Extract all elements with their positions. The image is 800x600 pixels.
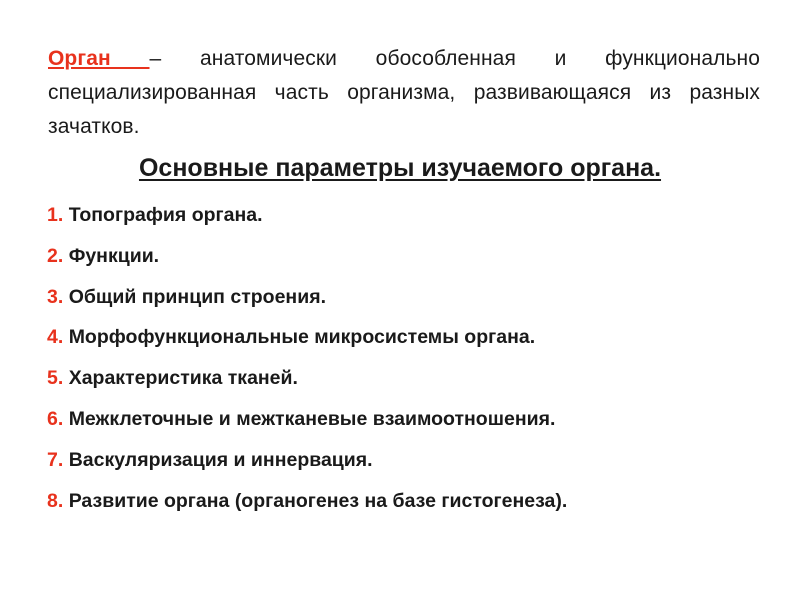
item-number: 4.	[47, 326, 69, 349]
item-number: 7.	[47, 448, 69, 471]
item-text: Общий принцип строения.	[68, 285, 326, 308]
list-item	[47, 399, 567, 440]
item-number: 2.	[47, 244, 69, 267]
parameters-list	[47, 195, 567, 521]
list-item	[47, 236, 567, 277]
list-item	[47, 317, 567, 358]
definition-dash: –	[149, 47, 162, 70]
list-item	[47, 195, 567, 236]
item-text: Развитие органа (органогенез на базе гистогенеза).	[68, 489, 568, 512]
item-text: Межклеточные и межтканевые взаимоотношения.	[68, 407, 556, 430]
list-item	[47, 481, 567, 522]
item-text: Морфофункциональные микросистемы органа.	[68, 326, 536, 349]
item-number: 1.	[47, 204, 69, 226]
definition-term: Орган	[48, 47, 150, 70]
item-text: Васкуляризация и иннервация.	[68, 448, 373, 471]
list-item	[47, 277, 567, 318]
definition-text: анатомически обособленная и функционально специализированная часть организма, развивающаяся из разных зачатков.	[48, 47, 760, 138]
item-text: Функции.	[68, 244, 160, 267]
item-number: 3.	[47, 285, 69, 308]
organ-definition	[48, 42, 760, 144]
item-text: Топография органа.	[68, 204, 263, 226]
list-item	[47, 440, 567, 481]
list-item	[47, 358, 567, 399]
item-text: Характеристика тканей.	[68, 367, 298, 390]
section-heading: Основные параметры изучаемого органа.	[138, 154, 662, 182]
item-number: 6.	[47, 407, 69, 430]
item-number: 8.	[47, 489, 69, 512]
item-number: 5.	[47, 367, 69, 390]
